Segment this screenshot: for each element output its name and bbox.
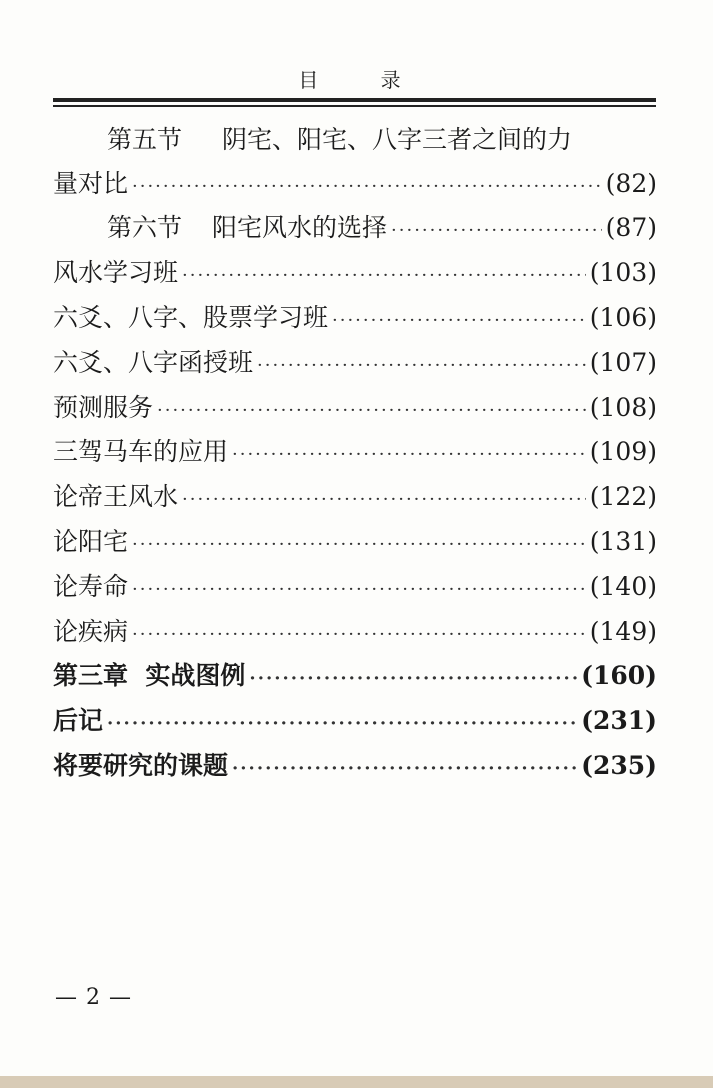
toc-entry-title: 后记 — [53, 706, 104, 735]
toc-leader-dots — [391, 211, 602, 251]
toc-page-number: (140) — [589, 572, 657, 601]
toc-entry-future-topics — [53, 746, 657, 786]
toc-entry-title: 三驾马车的应用 — [53, 437, 229, 466]
toc-leader-dots — [132, 615, 586, 655]
page-header-title: 目 录 — [298, 68, 429, 92]
page-number-footer: — 2 — — [55, 985, 132, 1010]
toc-leader-dots — [182, 256, 586, 296]
toc-entry-section-5 — [107, 120, 657, 160]
toc-entry — [53, 388, 657, 428]
toc-page-number: (160) — [581, 661, 657, 690]
toc-entry — [53, 522, 657, 562]
toc-page-number: (108) — [589, 393, 657, 422]
toc-entry — [53, 567, 657, 607]
toc-entry-title: 将要研究的课题 — [53, 751, 229, 780]
toc-entry — [53, 343, 657, 383]
toc-entry — [53, 477, 657, 517]
toc-entry-title: 论寿命 — [53, 572, 129, 601]
toc-page-number: (131) — [589, 527, 657, 556]
toc-page-number: (149) — [589, 617, 657, 646]
toc-entry-title: 第三章 实战图例 — [53, 661, 246, 690]
toc-leader-dots — [107, 704, 577, 744]
toc-leader-dots — [182, 480, 586, 520]
toc-entry-label: 第五节 — [107, 125, 183, 154]
toc-leader-dots — [132, 525, 586, 565]
toc-leader-dots — [132, 570, 586, 610]
toc-entry — [53, 298, 657, 338]
toc-entry — [53, 432, 657, 472]
toc-leader-dots — [257, 346, 586, 386]
scan-edge-band — [0, 1076, 713, 1088]
toc-leader-dots — [249, 659, 577, 699]
toc-entry-chapter-3 — [53, 656, 657, 696]
toc-page-number: (235) — [581, 751, 657, 780]
toc-page-number: (122) — [589, 482, 657, 511]
toc-leader-dots — [132, 167, 602, 207]
toc-entry-title: 阴宅、阳宅、八字三者之间的力 — [222, 125, 573, 154]
toc-entry — [53, 612, 657, 652]
toc-entry-title: 阳宅风水的选择 — [212, 213, 388, 242]
toc-entry-title: 量对比 — [53, 169, 129, 198]
toc-page-number: (106) — [589, 303, 657, 332]
toc-leader-dots — [232, 435, 586, 475]
toc-page-number: (103) — [589, 258, 657, 287]
toc-entry — [53, 253, 657, 293]
toc-entry-afterword — [53, 701, 657, 741]
toc-entry-title: 六爻、八字、股票学习班 — [53, 303, 329, 332]
toc-entry-section-5-cont — [53, 164, 657, 204]
toc-entry-title: 论帝王风水 — [53, 482, 179, 511]
toc-entry-title: 论疾病 — [53, 617, 129, 646]
toc-page-number: (107) — [589, 348, 657, 377]
toc-page-number: (109) — [589, 437, 657, 466]
toc-entry-section-6 — [107, 208, 657, 248]
toc-page-number: (82) — [605, 169, 657, 198]
toc-leader-dots — [232, 749, 577, 789]
toc-leader-dots — [332, 301, 586, 341]
toc-entry-title: 风水学习班 — [53, 258, 179, 287]
toc-page-number: (231) — [581, 706, 657, 735]
toc-leader-dots — [157, 391, 586, 431]
toc-entry-title: 六爻、八字函授班 — [53, 348, 254, 377]
toc-entry-label: 第六节 — [107, 213, 183, 242]
toc-entry-title: 预测服务 — [53, 393, 154, 422]
toc-entry-title: 论阳宅 — [53, 527, 129, 556]
toc-page-number: (87) — [605, 213, 657, 242]
